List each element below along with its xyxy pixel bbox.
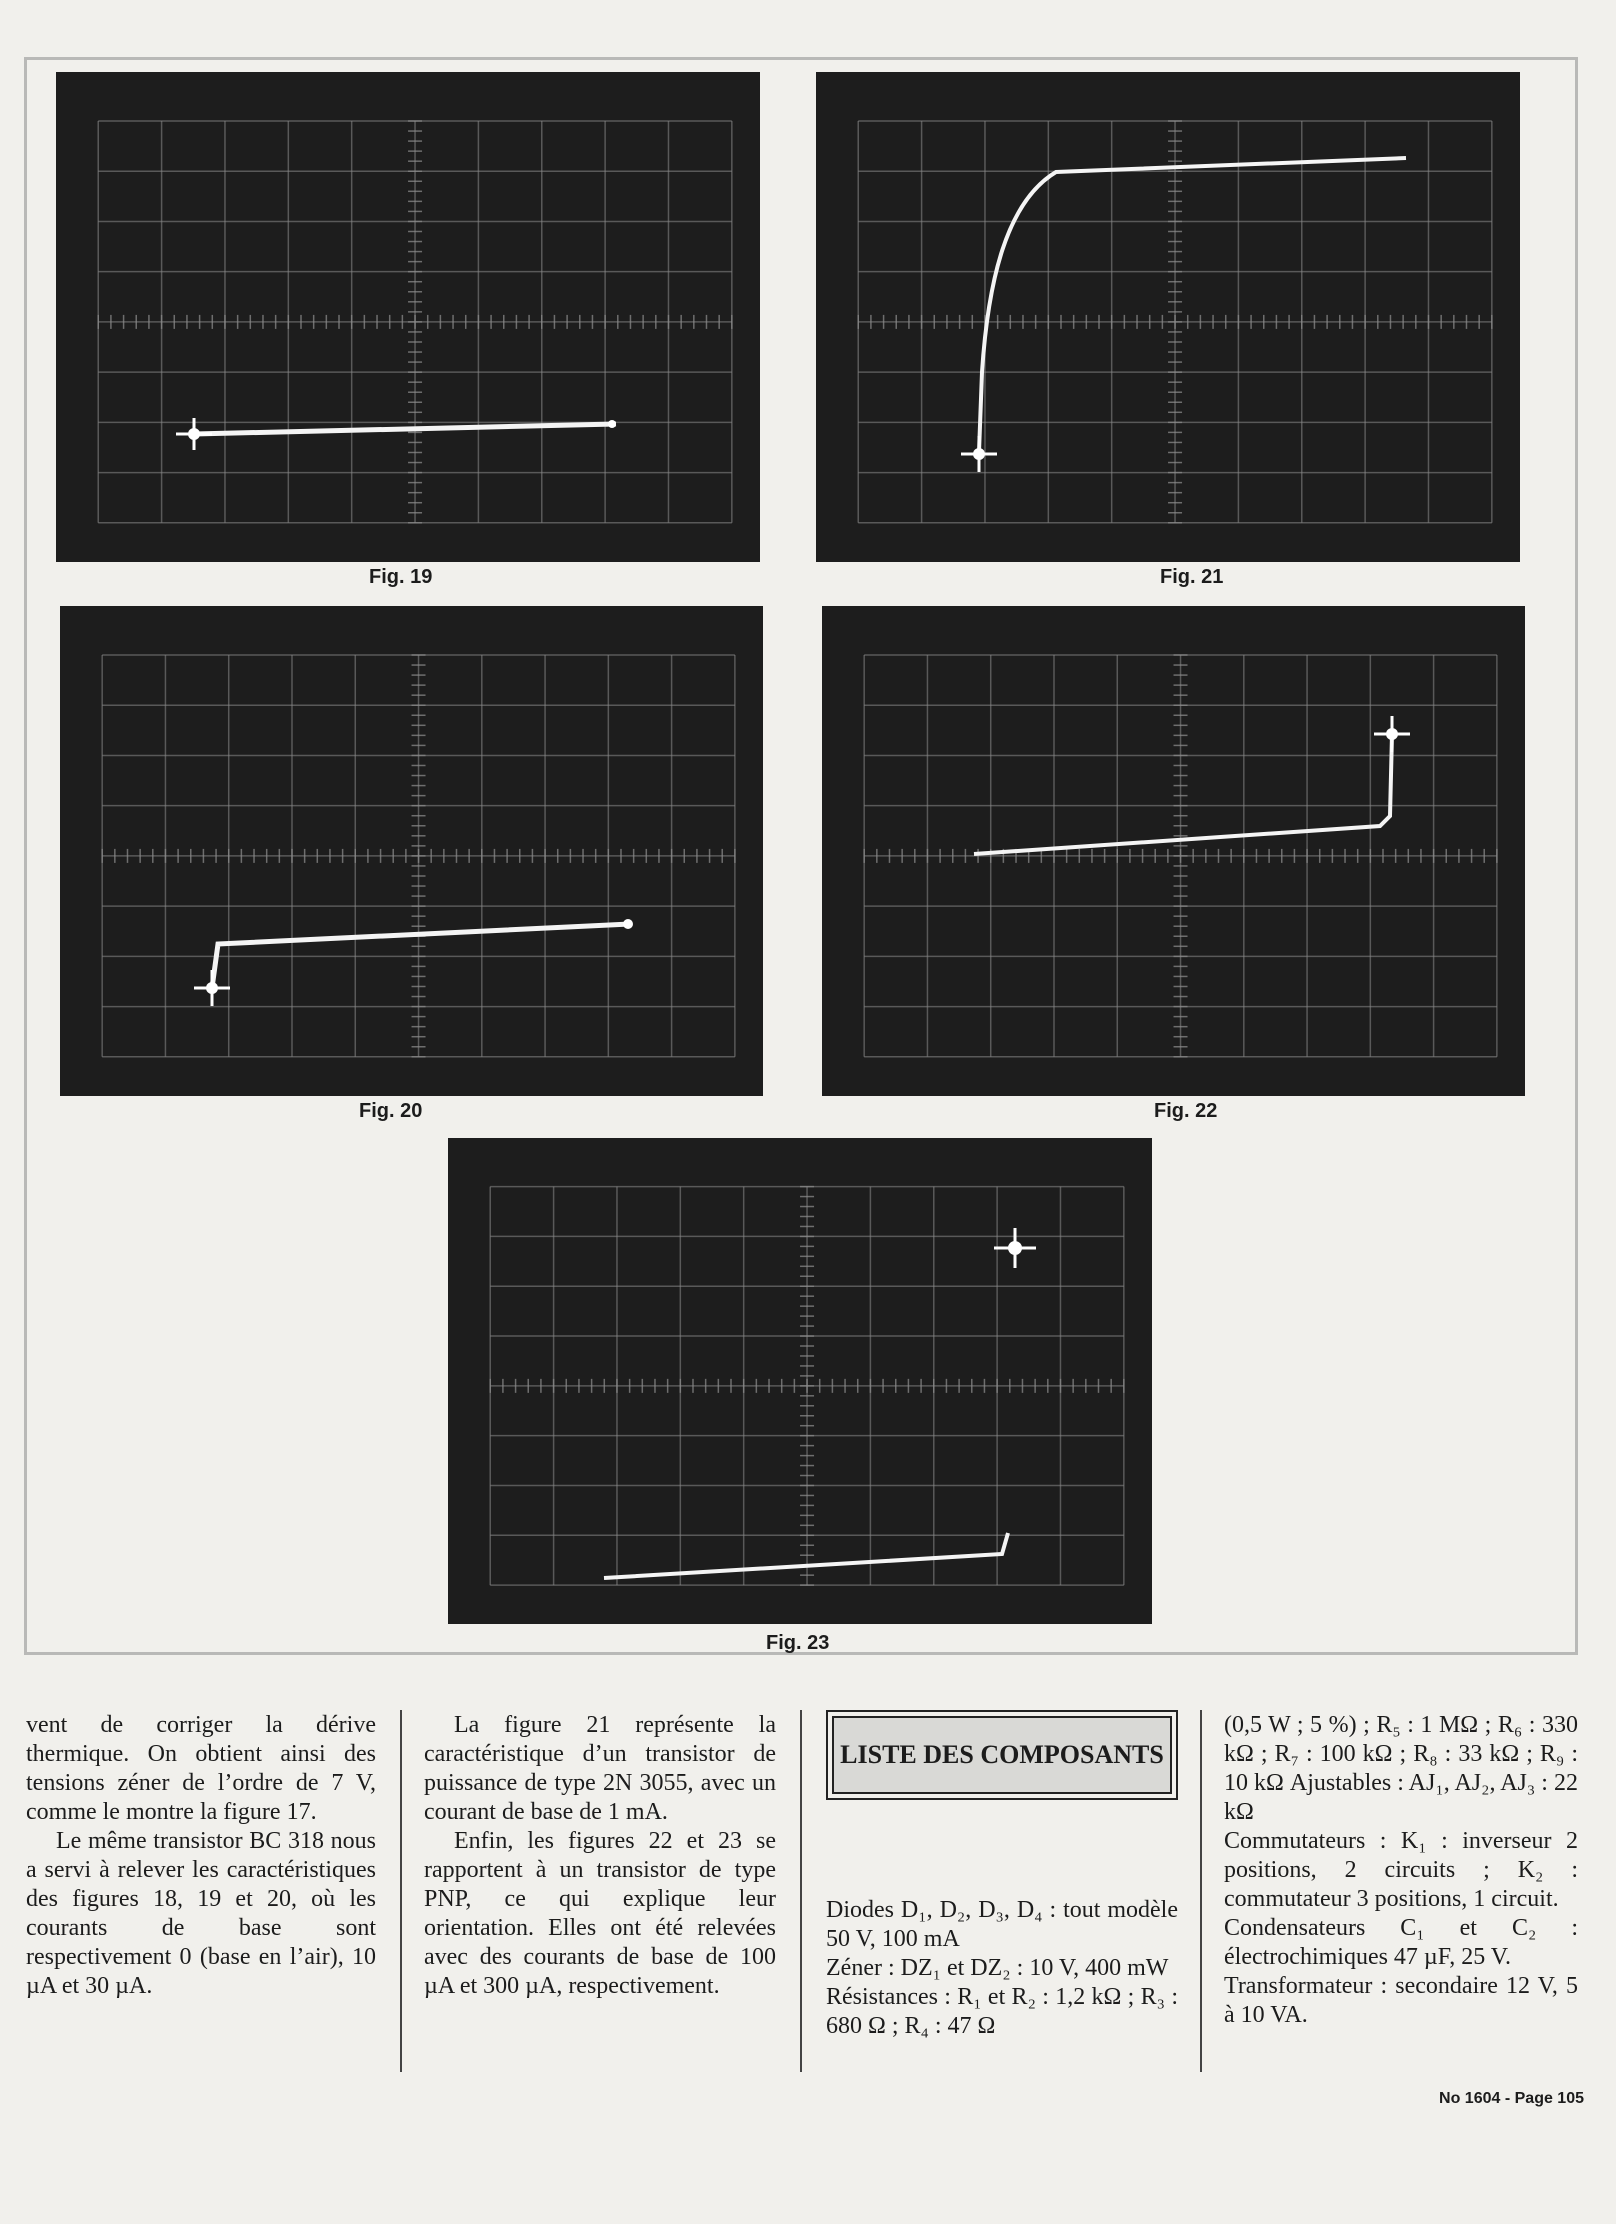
column-rule	[400, 1710, 402, 2072]
fig20-label: Fig. 20	[359, 1100, 423, 1122]
trace-fig19	[56, 72, 760, 562]
oscilloscope-fig22	[822, 606, 1525, 1096]
oscilloscope-fig19	[56, 72, 760, 562]
column-rule	[1200, 1710, 1202, 2072]
text-column-2	[424, 1711, 776, 2001]
paragraph: Transformateur : secondaire 12 V, 5 à 10 VA.	[1224, 1973, 1578, 2028]
text-column-4	[1224, 1711, 1578, 2030]
oscilloscope-fig23	[448, 1138, 1152, 1624]
paragraph: (0,5 W ; 5 %) ; R₅ : 1 MΩ ; R₆ : 330 kΩ ; R₇ : 100 kΩ ; R₈ : 33 kΩ ; R₉ : 10 kΩ Ajustables : AJ₁, AJ₂, AJ₃ : 22 kΩ	[1224, 1712, 1578, 1825]
paragraph: Le même transistor BC 318 nous a servi à relever les caractéristiques des figures 18, 19 et 20, où les courants de base sont respectivement 0 (base en l’air), 10 µA et 30 µA.	[26, 1828, 376, 1999]
paragraph: Résistances : R₁ et R₂ : 1,2 kΩ ; R₃ : 680 Ω ; R₄ : 47 Ω	[826, 1984, 1178, 2039]
oscilloscope-fig20	[60, 606, 763, 1096]
text-column-1	[26, 1711, 376, 2001]
oscilloscope-fig21	[816, 72, 1520, 562]
trace-fig23	[448, 1138, 1152, 1624]
trace-fig20	[60, 606, 763, 1096]
column-rule	[800, 1710, 802, 2072]
fig19-label: Fig. 19	[369, 566, 433, 588]
text-column-3	[826, 1896, 1178, 2041]
trace-fig22	[822, 606, 1525, 1096]
paragraph: Enfin, les figures 22 et 23 se rapportent à un transistor de type PNP, ce qui explique leur orientation. Elles ont été relevées avec des courants de base de 100 µA et 300 µA, respectivement.	[424, 1828, 776, 1999]
paragraph: Condensateurs C₁ et C₂ : électrochimiques 47 µF, 25 V.	[1224, 1915, 1578, 1970]
components-list-title: LISTE DES COMPOSANTS	[832, 1716, 1172, 1794]
fig23-label: Fig. 23	[766, 1632, 830, 1654]
paragraph: Commutateurs : K₁ : inverseur 2 positions, 2 circuits ; K₂ : commutateur 3 positions, 1 circuit.	[1224, 1828, 1578, 1912]
page-footer: No 1604 - Page 105	[1439, 2090, 1584, 2107]
paragraph: La figure 21 représente la caractéristique d’un transistor de puissance de type 2N 3055, avec un courant de base de 1 mA.	[424, 1712, 776, 1825]
paragraph: Zéner : DZ₁ et DZ₂ : 10 V, 400 mW	[826, 1955, 1169, 1981]
paragraph: Diodes D₁, D₂, D₃, D₄ : tout modèle 50 V, 100 mA	[826, 1897, 1178, 1952]
fig22-label: Fig. 22	[1154, 1100, 1218, 1122]
components-list-box	[826, 1710, 1178, 1800]
trace-fig21	[816, 72, 1520, 562]
paragraph: vent de corriger la dérive thermique. On obtient ainsi des tensions zéner de l’ordre de 7 V, comme le montre la figure 17.	[26, 1712, 376, 1825]
fig21-label: Fig. 21	[1160, 566, 1224, 588]
